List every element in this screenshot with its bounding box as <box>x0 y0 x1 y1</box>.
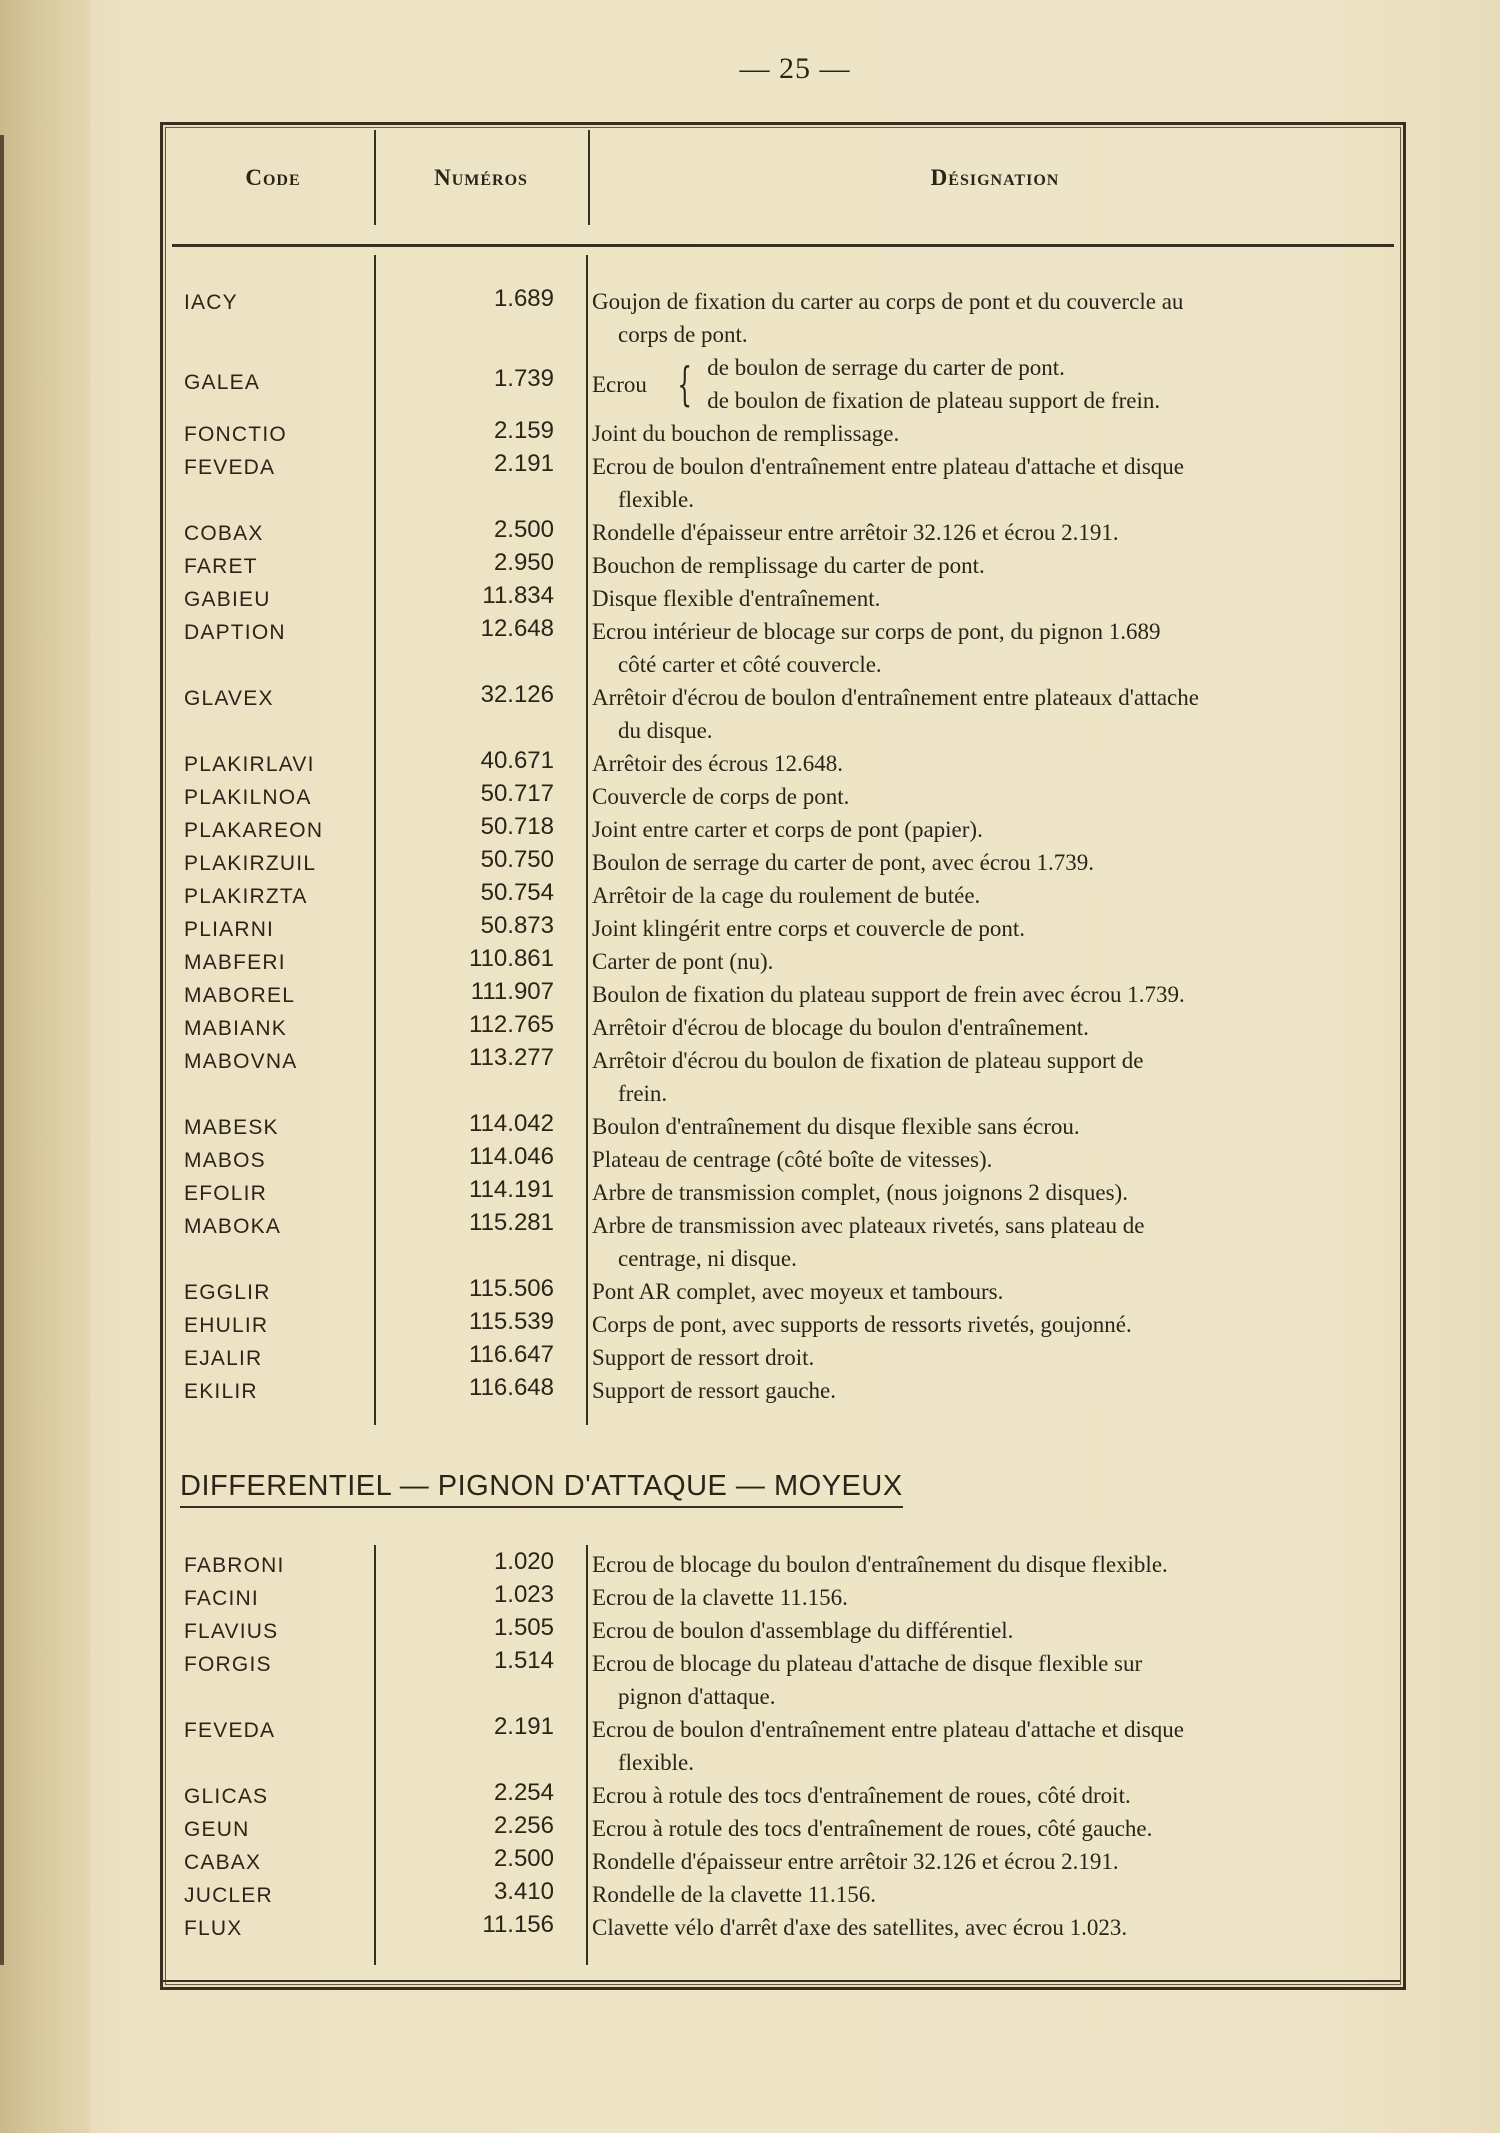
row-code: EGGLIR <box>184 1281 271 1304</box>
row-code: PLAKAREON <box>184 819 324 842</box>
row-numero: 1.505 <box>493 1614 554 1641</box>
row-designation: Arrêtoir d'écrou de boulon d'entraînement entre plateaux d'attache du disque. <box>592 685 1199 743</box>
row-numero: 50.750 <box>480 846 554 873</box>
section-title-differentiel: DIFFERENTIEL — PIGNON D'ATTAQUE — MOYEUX <box>180 1470 903 1508</box>
row-numero: 3.410 <box>493 1878 554 1905</box>
row-numero: 50.717 <box>480 780 554 807</box>
row-code: PLAKIRZUIL <box>184 852 317 875</box>
table-row <box>172 747 1394 780</box>
row-code: FEVEDA <box>184 1719 276 1742</box>
row-code: GABIEU <box>184 588 271 611</box>
row-code: MABOKA <box>184 1215 282 1238</box>
table-row <box>172 582 1394 615</box>
row-numero: 1.020 <box>493 1548 554 1575</box>
row-code: GLAVEX <box>184 687 274 710</box>
row-code: FLUX <box>184 1917 243 1940</box>
table-row <box>172 1275 1394 1308</box>
table-row <box>172 1374 1394 1407</box>
row-designation: Ecrou de boulon d'entraînement entre plateau d'attache et disque flexible. <box>592 1717 1184 1775</box>
row-code: FABRONI <box>184 1554 285 1577</box>
table-row <box>172 1044 1394 1110</box>
row-designation: Rondelle d'épaisseur entre arrêtoir 32.126 et écrou 2.191. <box>592 520 1119 545</box>
header-divider-2 <box>588 130 590 225</box>
row-numero: 50.873 <box>480 912 554 939</box>
row-code: MABFERI <box>184 951 286 974</box>
page-number: — 25 — <box>739 52 851 85</box>
row-numero: 115.539 <box>469 1308 554 1335</box>
parts-table-pont <box>172 285 1394 1407</box>
row-code: FEVEDA <box>184 456 276 479</box>
row-code: MABIANK <box>184 1017 287 1040</box>
row-numero: 2.500 <box>493 516 554 543</box>
row-numero: 116.647 <box>469 1341 554 1368</box>
row-designation: Ecrou intérieur de blocage sur corps de pont, du pignon 1.689 côté carter et côté couvercle. <box>592 619 1161 677</box>
row-code: MABESK <box>184 1116 279 1139</box>
table-row <box>172 450 1394 516</box>
row-code: FACINI <box>184 1587 259 1610</box>
table-row <box>172 351 1394 417</box>
row-numero: 1.514 <box>493 1647 554 1674</box>
table-row <box>172 1176 1394 1209</box>
table-row <box>172 1143 1394 1176</box>
table-row <box>172 549 1394 582</box>
table-row <box>172 879 1394 912</box>
row-designation: Corps de pont, avec supports de ressorts rivetés, goujonné. <box>592 1312 1132 1337</box>
row-code: MABOREL <box>184 984 296 1007</box>
row-numero: 112.765 <box>469 1011 554 1038</box>
header-numeros: Numéros <box>434 165 528 190</box>
row-designation: Arrêtoir d'écrou de blocage du boulon d'entraînement. <box>592 1015 1089 1040</box>
row-code: GALEA <box>184 371 261 394</box>
row-designation: Bouchon de remplissage du carter de pont. <box>592 553 985 578</box>
row-numero: 50.718 <box>480 813 554 840</box>
table-row <box>172 1011 1394 1044</box>
row-code: MABOVNA <box>184 1050 298 1073</box>
row-numero: 115.281 <box>469 1209 554 1236</box>
row-code: GEUN <box>184 1818 250 1841</box>
row-code: FLAVIUS <box>184 1620 279 1643</box>
table-row <box>172 681 1394 747</box>
table-row <box>172 1911 1394 1944</box>
table-row <box>172 285 1394 351</box>
row-designation: Pont AR complet, avec moyeux et tambours. <box>592 1279 1004 1304</box>
row-numero: 2.500 <box>493 1845 554 1872</box>
bottom-rule <box>160 1980 1400 1982</box>
table-row <box>172 945 1394 978</box>
book-gutter <box>0 0 90 2133</box>
row-numero: 1.023 <box>493 1581 554 1608</box>
row-numero: 50.754 <box>480 879 554 906</box>
row-code: FONCTIO <box>184 423 287 446</box>
table-row <box>172 846 1394 879</box>
table-row <box>172 615 1394 681</box>
table-row <box>172 813 1394 846</box>
row-designation: Ecrou de blocage du plateau d'attache de disque flexible sur pignon d'attaque. <box>592 1651 1143 1709</box>
row-code: FARET <box>184 555 258 578</box>
row-code: EJALIR <box>184 1347 263 1370</box>
row-designation: Rondelle de la clavette 11.156. <box>592 1882 876 1907</box>
row-designation: Arrêtoir des écrous 12.648. <box>592 751 844 776</box>
row-designation: Support de ressort gauche. <box>592 1378 836 1403</box>
row-code: EFOLIR <box>184 1182 268 1205</box>
row-numero: 1.689 <box>493 285 554 312</box>
row-code: FORGIS <box>184 1653 272 1676</box>
row-numero: 11.156 <box>482 1911 554 1938</box>
gutter-edge <box>0 135 4 1965</box>
row-numero: 2.191 <box>493 1713 554 1740</box>
table-row <box>172 780 1394 813</box>
table-row <box>172 1614 1394 1647</box>
row-code: DAPTION <box>184 621 286 644</box>
table-row <box>172 1581 1394 1614</box>
parts-table-differentiel <box>172 1548 1394 1944</box>
table-row <box>172 1779 1394 1812</box>
row-designation: Carter de pont (nu). <box>592 949 774 974</box>
row-designation: Ecrou de la clavette 11.156. <box>592 1585 848 1610</box>
table-row <box>172 516 1394 549</box>
row-numero: 11.834 <box>482 582 554 609</box>
row-numero: 2.159 <box>493 417 554 444</box>
row-numero: 1.739 <box>493 365 554 392</box>
row-code: EKILIR <box>184 1380 258 1403</box>
header-divider-1 <box>374 130 376 225</box>
row-numero: 114.191 <box>469 1176 554 1203</box>
table-row <box>172 912 1394 945</box>
row-code: GLICAS <box>184 1785 269 1808</box>
header-designation: Désignation <box>930 165 1060 190</box>
header-rule <box>172 244 1394 247</box>
table-row <box>172 1209 1394 1275</box>
row-code: PLAKILNOA <box>184 786 312 809</box>
row-designation: Couvercle de corps de pont. <box>592 784 850 809</box>
row-code: PLIARNI <box>184 918 275 941</box>
row-code: EHULIR <box>184 1314 269 1337</box>
table-row <box>172 1845 1394 1878</box>
row-numero: 2.256 <box>493 1812 554 1839</box>
row-designation: Ecrou à rotule des tocs d'entraînement de roues, côté gauche. <box>592 1816 1153 1841</box>
table-row <box>172 1812 1394 1845</box>
row-designation: Goujon de fixation du carter au corps de pont et du couvercle au corps de pont. <box>592 289 1184 347</box>
row-code: COBAX <box>184 522 264 545</box>
row-designation: Arrêtoir d'écrou du boulon de fixation de plateau support de frein. <box>592 1048 1144 1106</box>
row-designation: Arbre de transmission avec plateaux rivetés, sans plateau de centrage, ni disque. <box>592 1213 1145 1271</box>
row-designation: Boulon de fixation du plateau support de frein avec écrou 1.739. <box>592 982 1185 1007</box>
row-designation: Ecrou de blocage du boulon d'entraînement du disque flexible. <box>592 1552 1168 1577</box>
row-designation: Joint klingérit entre corps et couvercle de pont. <box>592 916 1026 941</box>
row-numero: 12.648 <box>480 615 554 642</box>
table-row <box>172 1548 1394 1581</box>
table-row <box>172 1647 1394 1713</box>
row-designation: Boulon d'entraînement du disque flexible sans écrou. <box>592 1114 1080 1139</box>
row-designation: Arbre de transmission complet, (nous joignons 2 disques). <box>592 1180 1128 1205</box>
row-code: PLAKIRLAVI <box>184 753 315 776</box>
row-designation: Joint du bouchon de remplissage. <box>592 421 900 446</box>
row-designation: Ecrou à rotule des tocs d'entraînement de roues, côté droit. <box>592 1783 1131 1808</box>
row-numero: 2.191 <box>493 450 554 477</box>
row-numero: 113.277 <box>469 1044 554 1071</box>
row-numero: 32.126 <box>480 681 554 708</box>
row-designation: Boulon de serrage du carter de pont, avec écrou 1.739. <box>592 850 1094 875</box>
row-designation: Ecrou de boulon d'entraînement entre plateau d'attache et disque flexible. <box>592 454 1184 512</box>
row-designation: Arrêtoir de la cage du roulement de butée. <box>592 883 981 908</box>
row-numero: 40.671 <box>480 747 554 774</box>
row-numero: 111.907 <box>470 978 554 1005</box>
row-numero: 2.950 <box>493 549 554 576</box>
row-code: CABAX <box>184 1851 262 1874</box>
table-row <box>172 1308 1394 1341</box>
row-designation: Ecrou de boulon d'assemblage du différentiel. <box>592 1618 1014 1643</box>
table-row <box>172 1110 1394 1143</box>
row-numero: 114.042 <box>469 1110 554 1137</box>
row-designation: Joint entre carter et corps de pont (papier). <box>592 817 983 842</box>
row-numero: 115.506 <box>469 1275 554 1302</box>
row-numero: 110.861 <box>469 945 554 972</box>
row-designation: Support de ressort droit. <box>592 1345 815 1370</box>
row-designation: Plateau de centrage (côté boîte de vitesses). <box>592 1147 993 1172</box>
row-code: JUCLER <box>184 1884 273 1907</box>
row-numero: 114.046 <box>469 1143 554 1170</box>
table-row <box>172 1341 1394 1374</box>
row-designation: Clavette vélo d'arrêt d'axe des satellites, avec écrou 1.023. <box>592 1915 1128 1940</box>
row-numero: 116.648 <box>469 1374 554 1401</box>
table-row <box>172 978 1394 1011</box>
table-row <box>172 417 1394 450</box>
row-designation: Rondelle d'épaisseur entre arrêtoir 32.126 et écrou 2.191. <box>592 1849 1119 1874</box>
row-numero: 2.254 <box>493 1779 554 1806</box>
row-designation: Disque flexible d'entraînement. <box>592 586 881 611</box>
header-code: Code <box>245 165 301 190</box>
row-code: PLAKIRZTA <box>184 885 308 908</box>
row-designation: Ecrou { de boulon de serrage du carter de pont. de boulon de fixation de plateau support de frein. <box>592 355 1161 413</box>
table-row <box>172 1878 1394 1911</box>
row-code: IACY <box>184 291 238 314</box>
table-row <box>172 1713 1394 1779</box>
row-code: MABOS <box>184 1149 266 1172</box>
